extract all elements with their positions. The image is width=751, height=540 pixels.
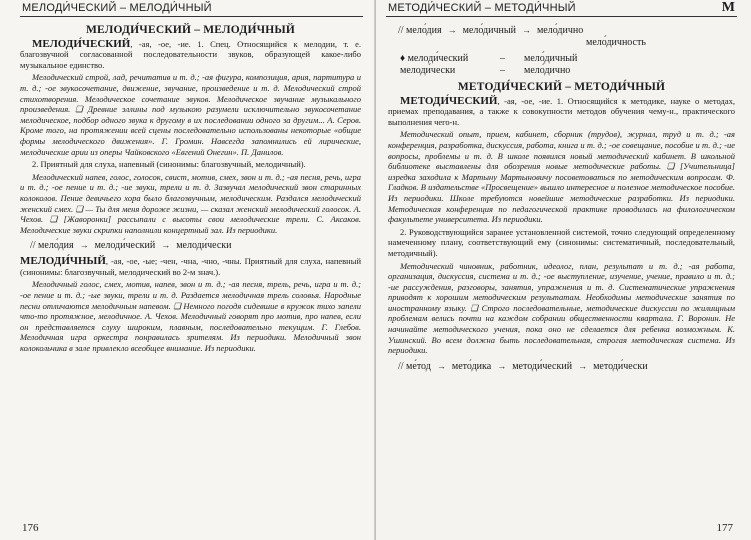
chain-word: методи́чески (593, 360, 648, 372)
table-cell: мелоди́чески (400, 65, 456, 76)
arrow-icon: → (578, 360, 588, 371)
arrow-icon: → (521, 25, 531, 35)
left-page (0, 0, 375, 540)
page-number: 177 (716, 522, 733, 534)
headword: МЕТОДИ́ЧЕСКИЙ (400, 94, 498, 107)
arrow-icon: → (447, 25, 457, 35)
examples: Методический опыт, прием, кабинет, сборник (трудов), журнал, труд и т. д.; -ая конференция, разработка, дискуссия, работа, книга и т. д.; -ое совещание, пособие и т. д.; -ие вопросы, проблемы и т. д. В школе появился новый методический кабинет. В школьной библиотеке выставлены для обозрения новые методические работы. ❏ [Учительница] изредка заходила к Мартыну Мартыновичу посоветоваться по методическим вопросам. Ф. Гладков. В издательстве «Просвещение» вышло интересное и полезное методическое пособие. Из периодики. Школе требуются новейшие методические разработки. Из периодики. Методическая конференция по педагогической практике проводилась на филологическом факультете университета. Из периодики. (388, 129, 735, 225)
chain-word: // мело́дия (398, 25, 442, 36)
left-column (20, 20, 361, 518)
chain-word: мелоди́чески (176, 240, 232, 252)
derivation-chain (398, 24, 735, 49)
section-letter: М (721, 0, 735, 15)
table-cell: ♦ мелоди́ческий (400, 53, 469, 64)
arrow-icon: → (79, 240, 89, 251)
definition-text: , -ая, -ое, -ие. 1. Спец. Относящийся к мелодии, т. е. благозвучной согласованной последовательности звуков, образующей какое-либо музыкальное единство. (20, 38, 361, 70)
page-number: 176 (22, 522, 39, 534)
examples: Мелодический напев, голос, голосок, свист, мотив, смех, звон и т. д.; -ая песня, речь, игра и т. д.; -ое пение и т. д.; -ие звуки, трели и т. д. Зазвучал мелодический звон старинных колоколов. Пение девичьего хора было благозвучным, мелодическим. Раздался мелодический женский смех. ❏ — Ты для меня дороже жизни, — сказал женский мелодический голосок. А. Чехов. ❏ [Жаворонки] рассыпали с высоты свои мелодические трели. С. Аксаков. Мелодические звуки скрипки наполнили концертный зал. Из периодики. (20, 171, 361, 235)
definition (20, 39, 361, 71)
headword: МЕЛОДИ́ЧНЫЙ (20, 255, 106, 268)
examples: Методический чиновник, работник, идеолог, план, результат и т. д.; -ая работа, организация, дискуссия, система и т. д.; -ое выступление, изучение, учение, правило и т. д.; -ие рассуждения, разговоры, занятия, упражнения и т. д. Систематические упражнения приводят к хорошим методическим результатам. Необходимы методические занятия по иностранному языку. ❏ Строго последовательные, методические дискуссии по жилищным проблемам велись почти на каждом собрании общественности квартала. Г. Воронин. Не начинайте методического учения, пока оно не сделается для ребенка возможным. К. Ушинский. Во всем должна быть последовательная, строгая методическая система. Из периодики. (388, 260, 735, 356)
header-rule (386, 16, 737, 17)
definition-text: , -ая, -ое, -ые; -чен, -чна, -чно, -чны. Приятный для слуха, напевный (синонимы: благозвучный, мелодический во 2-м знач.). (20, 256, 361, 277)
chain-word: // ме́тод (398, 360, 431, 372)
table-cell: – (500, 65, 505, 76)
header-rule (20, 16, 363, 17)
chain-word: мелоди́ческий (94, 240, 156, 252)
arrow-icon: → (497, 360, 507, 371)
headword: МЕЛОДИ́ЧЕСКИЙ (32, 37, 131, 50)
chain-word: мело́дичность (586, 37, 646, 48)
correspondence-table (400, 53, 735, 77)
arrow-icon: → (161, 240, 171, 251)
entry-title: МЕТОДИ́ЧЕСКИЙ – МЕТОДИ́ЧНЫЙ (457, 81, 666, 93)
definition (20, 256, 361, 277)
running-head: МЕЛОДИ́ЧЕСКИЙ – МЕЛОДИ́ЧНЫЙ (22, 2, 212, 14)
chain-word: мело́дично (536, 25, 584, 36)
chain-word: методи́ческий (512, 360, 573, 372)
chain-word: // мело́дия (30, 240, 74, 252)
table-cell: мело́дично (524, 65, 571, 76)
right-page (376, 0, 751, 540)
derivation-chain (398, 360, 735, 373)
sense-2: 2. Руководствующийся заранее установленной системой, точно следующий определенному намеченному плану, соответствующий ему (синонимы: систематичный, последовательный, методичный). (388, 226, 735, 258)
table-cell: – (500, 53, 505, 64)
derivation-chain (30, 239, 361, 252)
definition-text: , -ая, -ое, -ие. 1. Относящийся к методике, науке о методах, приемах преподавания, а также к совокупности методов обучения чему-н., практического выполнения чего-н. (388, 95, 735, 127)
right-column (388, 20, 735, 518)
examples: Мелодичный голос, смех, мотив, напев, звон и т. д.; -ая песня, трель, речь, игра и т. д.; -ое пение и т. д.; -ые звуки, трели и т. д. Раздается мелодичная трель соловья. Народные песни отличаются мелодичным напевом. ❏ Немного погодя сидевшие в кружок тихо запели что-то протяжное, мелодичное. А. Чехов. Мелодичный говорят про мотив, про напев, если он представляется слуху широким, плавным, последовательно текущим. Г. Глебов. Мелодичная игра оркестра понравилась зрителям. Из периодики. Мелодичный звон колокольчика в зале привлекло всеобщее внимание. Из периодики. (20, 279, 361, 354)
arrow-icon: → (436, 360, 446, 371)
definition (388, 96, 735, 128)
chain-word: мело́дичный (462, 25, 516, 36)
table-cell: мело́дичный (524, 53, 578, 64)
chain-word: мето́дика (451, 360, 492, 372)
entry-title: МЕЛОДИ́ЧЕСКИЙ – МЕЛОДИ́ЧНЫЙ (85, 24, 296, 36)
sense-2: 2. Приятный для слуха, напевный (синонимы: благозвучный, мелодичный). (32, 159, 306, 170)
running-head: МЕТОДИ́ЧЕСКИЙ – МЕТОДИ́ЧНЫЙ (388, 2, 576, 14)
examples: Мелодический строй, лад, речитатив и т. д.; -ая фигура, композиция, ария, партитура и т. д.; -ое звукосочетание, движение, звучание, произведение и т. д. Мелодический строй стихотворения. Мелодическое сочетание звуков. Мелодическое звучание музыкального произведения. ❏ Древние эллины под музыкою разумели исключительно звукосочетание мелодическое, подбор одного звука к другому в их последовании одного за другим... А. Серов. Кроме того, на протяжении всей сцены последовательно использованы некоторые «общие формы мелодического движения». Г. Громин. Навсегда запомнились ей лирические, мелодические арии из оперы Чайковского «Евгений Онегин». П. Данилов. (20, 72, 361, 157)
